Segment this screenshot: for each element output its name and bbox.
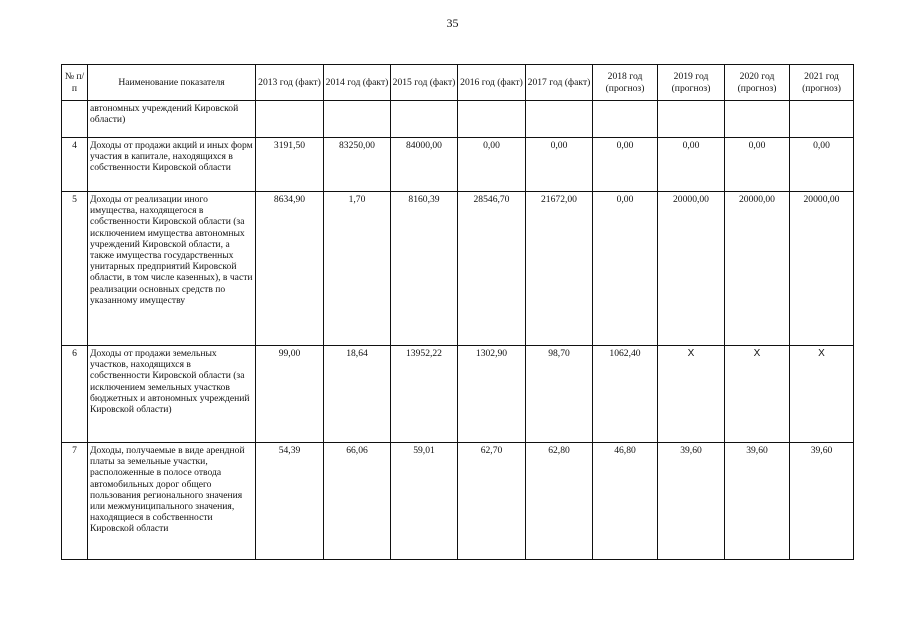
row-value: 13952,22	[391, 346, 458, 443]
header-year: 2019 год (прогноз)	[658, 65, 725, 101]
row-value	[391, 101, 458, 138]
row-indicator-name: Доходы от реализации иного имущества, находящегося в собственности Кировской области (за исключением имущества автономных учреждений Кировской области, а также имущества государственных унитарных предприятий Кировской области, в том числе казенных), в части реализации основных средств по указанному имуществу	[88, 192, 256, 346]
row-number: 4	[62, 138, 88, 192]
row-value: 0,00	[526, 138, 593, 192]
row-value	[526, 101, 593, 138]
row-value	[658, 101, 725, 138]
header-year: 2017 год (факт)	[526, 65, 593, 101]
row-value: 0,00	[593, 138, 658, 192]
row-value	[324, 101, 391, 138]
row-value: 99,00	[256, 346, 324, 443]
header-name: Наименование показателя	[88, 65, 256, 101]
row-value	[725, 101, 790, 138]
row-value: 83250,00	[324, 138, 391, 192]
row-number: 7	[62, 443, 88, 560]
row-value: 46,80	[593, 443, 658, 560]
row-value: 18,64	[324, 346, 391, 443]
row-value: 20000,00	[790, 192, 854, 346]
row-value	[593, 101, 658, 138]
table-row	[62, 192, 854, 346]
row-number: 6	[62, 346, 88, 443]
row-value: 39,60	[658, 443, 725, 560]
table-row	[62, 101, 854, 138]
row-value: 1,70	[324, 192, 391, 346]
row-value	[790, 101, 854, 138]
row-number	[62, 101, 88, 138]
row-value: 39,60	[725, 443, 790, 560]
row-indicator-name: Доходы, получаемые в виде арендной платы за земельные участки, расположенные в полосе отвода автомобильных дорог общего пользования регионального значения или межмуниципального значения, находящиеся в собственности Кировской области	[88, 443, 256, 560]
header-year: 2015 год (факт)	[391, 65, 458, 101]
table-row	[62, 138, 854, 192]
row-value: 39,60	[790, 443, 854, 560]
row-value: 8160,39	[391, 192, 458, 346]
row-value: Х	[790, 346, 854, 443]
row-value: 0,00	[458, 138, 526, 192]
row-value: 54,39	[256, 443, 324, 560]
page-number: 35	[446, 16, 459, 30]
table-row	[62, 443, 854, 560]
row-value: 84000,00	[391, 138, 458, 192]
row-value: 3191,50	[256, 138, 324, 192]
row-indicator-name: автономных учреждений Кировской области)	[88, 101, 256, 138]
table-header-row	[62, 65, 854, 101]
row-value: 62,70	[458, 443, 526, 560]
row-value: 0,00	[725, 138, 790, 192]
header-year: 2018 год (прогноз)	[593, 65, 658, 101]
row-value	[256, 101, 324, 138]
header-year: 2014 год (факт)	[324, 65, 391, 101]
row-indicator-name: Доходы от продажи земельных участков, находящихся в собственности Кировской области (за исключением земельных участков бюджетных и автономных учреждений Кировской области)	[88, 346, 256, 443]
header-year: 2016 год (факт)	[458, 65, 526, 101]
row-value: Х	[725, 346, 790, 443]
row-value: 1302,90	[458, 346, 526, 443]
row-value: 21672,00	[526, 192, 593, 346]
row-value: 62,80	[526, 443, 593, 560]
row-value: 98,70	[526, 346, 593, 443]
row-value: 66,06	[324, 443, 391, 560]
row-value: 20000,00	[725, 192, 790, 346]
row-number: 5	[62, 192, 88, 346]
row-indicator-name: Доходы от продажи акций и иных форм участия в капитале, находящихся в собственности Кировской области	[88, 138, 256, 192]
row-value: 0,00	[658, 138, 725, 192]
header-year: 2021 год (прогноз)	[790, 65, 854, 101]
row-value: 0,00	[790, 138, 854, 192]
row-value: Х	[658, 346, 725, 443]
row-value: 28546,70	[458, 192, 526, 346]
row-value: 59,01	[391, 443, 458, 560]
row-value: 8634,90	[256, 192, 324, 346]
row-value	[458, 101, 526, 138]
income-table	[61, 64, 854, 560]
header-year: 2013 год (факт)	[256, 65, 324, 101]
row-value: 20000,00	[658, 192, 725, 346]
header-year: 2020 год (прогноз)	[725, 65, 790, 101]
row-value: 0,00	[593, 192, 658, 346]
table-row	[62, 346, 854, 443]
row-value: 1062,40	[593, 346, 658, 443]
header-num: № п/п	[62, 65, 88, 101]
